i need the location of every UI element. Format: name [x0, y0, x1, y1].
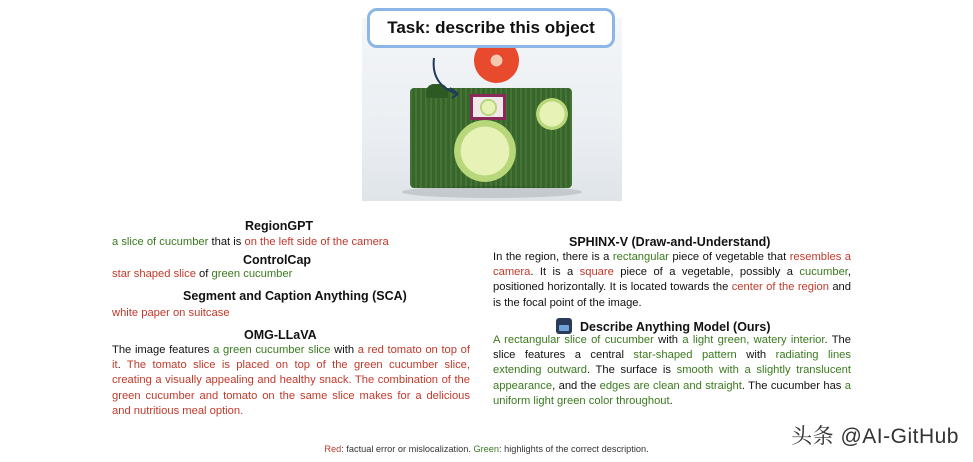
omg-text-3: with [330, 344, 358, 356]
pointer-arrow-icon [428, 54, 468, 104]
omg-text-6: The tomato slice is placed on top of the green cucumber slice, creating a visually appealing and healthy snack. The combination of the green cucumber and tomato on the same slice makes for a delicious and nutritious meal option. [112, 359, 470, 417]
task-callout [367, 8, 615, 48]
controlcap-description [112, 267, 292, 282]
regiongpt-text-2: that is [208, 236, 245, 248]
omg-llava-title: OMG-LLaVA [244, 328, 317, 342]
caption-red-label: Red [324, 444, 342, 454]
sphinx-v-description [493, 250, 851, 311]
sphinx-text-10: center of the region [731, 281, 829, 294]
dam-text-11: edges are clean and straight [599, 379, 742, 392]
dam-text-10: , and the [552, 379, 600, 392]
sca-title: Segment and Caption Anything (SCA) [183, 289, 407, 303]
dam-text-2: with [653, 334, 683, 346]
dam-logo-icon [556, 318, 572, 334]
dam-title: Describe Anything Model (Ours) [580, 320, 771, 334]
large-cucumber-slice [454, 120, 516, 182]
omg-llava-description [112, 343, 470, 419]
controlcap-title: ControlCap [243, 253, 312, 267]
dam-text-13: a uniform light green color throughout [493, 379, 852, 407]
omg-text-2: a green cucumber slice [213, 344, 331, 356]
watermark: 头条 @AI-GitHub [791, 425, 959, 448]
dam-text-4: . The slice features a central [493, 334, 851, 362]
figure-caption [0, 444, 973, 454]
table-shadow [402, 186, 582, 198]
sca-description [112, 306, 230, 321]
sca-text-1: white paper on suitcase [112, 307, 230, 319]
omg-text-4: a red tomato on top of it [112, 344, 470, 372]
sphinx-text-11: and is the focal point of the image. [493, 281, 851, 309]
caption-red-desc: : factual error or mislocalization. [341, 444, 474, 454]
dam-text-9: smooth with a slightly translucent appearance [493, 364, 851, 392]
task-text: Task: describe this object [387, 18, 595, 37]
dam-text-7: radiating lines extending outward [493, 349, 851, 377]
omg-text-5: . [117, 359, 127, 372]
sphinx-text-5: . It is a [530, 266, 580, 279]
sphinx-text-7: piece of a vegetable, possibly a [613, 266, 800, 279]
dam-title-row [556, 318, 771, 334]
dam-description [493, 333, 851, 409]
regiongpt-description [112, 235, 389, 250]
dam-text-8: . The surface is [586, 364, 677, 377]
dam-text-3: a light green, watery interior [682, 334, 825, 346]
sphinx-text-8: cucumber [799, 266, 848, 279]
star-cucumber-slice [480, 99, 497, 116]
highlighted-region-box [470, 94, 506, 120]
regiongpt-text-3: on the left side of the camera [244, 236, 389, 248]
dam-text-1: A rectangular slice of cucumber [493, 334, 654, 346]
omg-text-1: The image features [112, 344, 214, 356]
dam-text-12: . The cucumber has [741, 379, 845, 392]
sphinx-text-1: In the region, there is a [493, 251, 613, 263]
controlcap-text-1: star shaped slice [112, 268, 196, 280]
sphinx-v-title: SPHINX-V (Draw-and-Understand) [569, 235, 771, 249]
sphinx-text-3: piece of vegetable that [668, 251, 790, 263]
regiongpt-title: RegionGPT [245, 219, 314, 233]
sphinx-text-6: square [579, 266, 614, 279]
dam-text-14: . [669, 394, 673, 407]
caption-green-desc: : highlights of the correct description. [499, 444, 649, 454]
dam-text-6: with [736, 349, 776, 362]
sphinx-text-9: , positioned horizontally. It is located towards the [493, 266, 852, 294]
dam-text-5: star-shaped pattern [633, 349, 737, 362]
caption-green-label: Green [473, 444, 499, 454]
controlcap-text-2: of [195, 268, 212, 280]
controlcap-text-3: green cucumber [211, 268, 293, 280]
sphinx-text-2: rectangular [612, 251, 669, 263]
regiongpt-text-1: a slice of cucumber [112, 236, 209, 248]
small-cucumber-slice [536, 98, 568, 130]
sphinx-text-4: resembles a camera [493, 251, 852, 279]
